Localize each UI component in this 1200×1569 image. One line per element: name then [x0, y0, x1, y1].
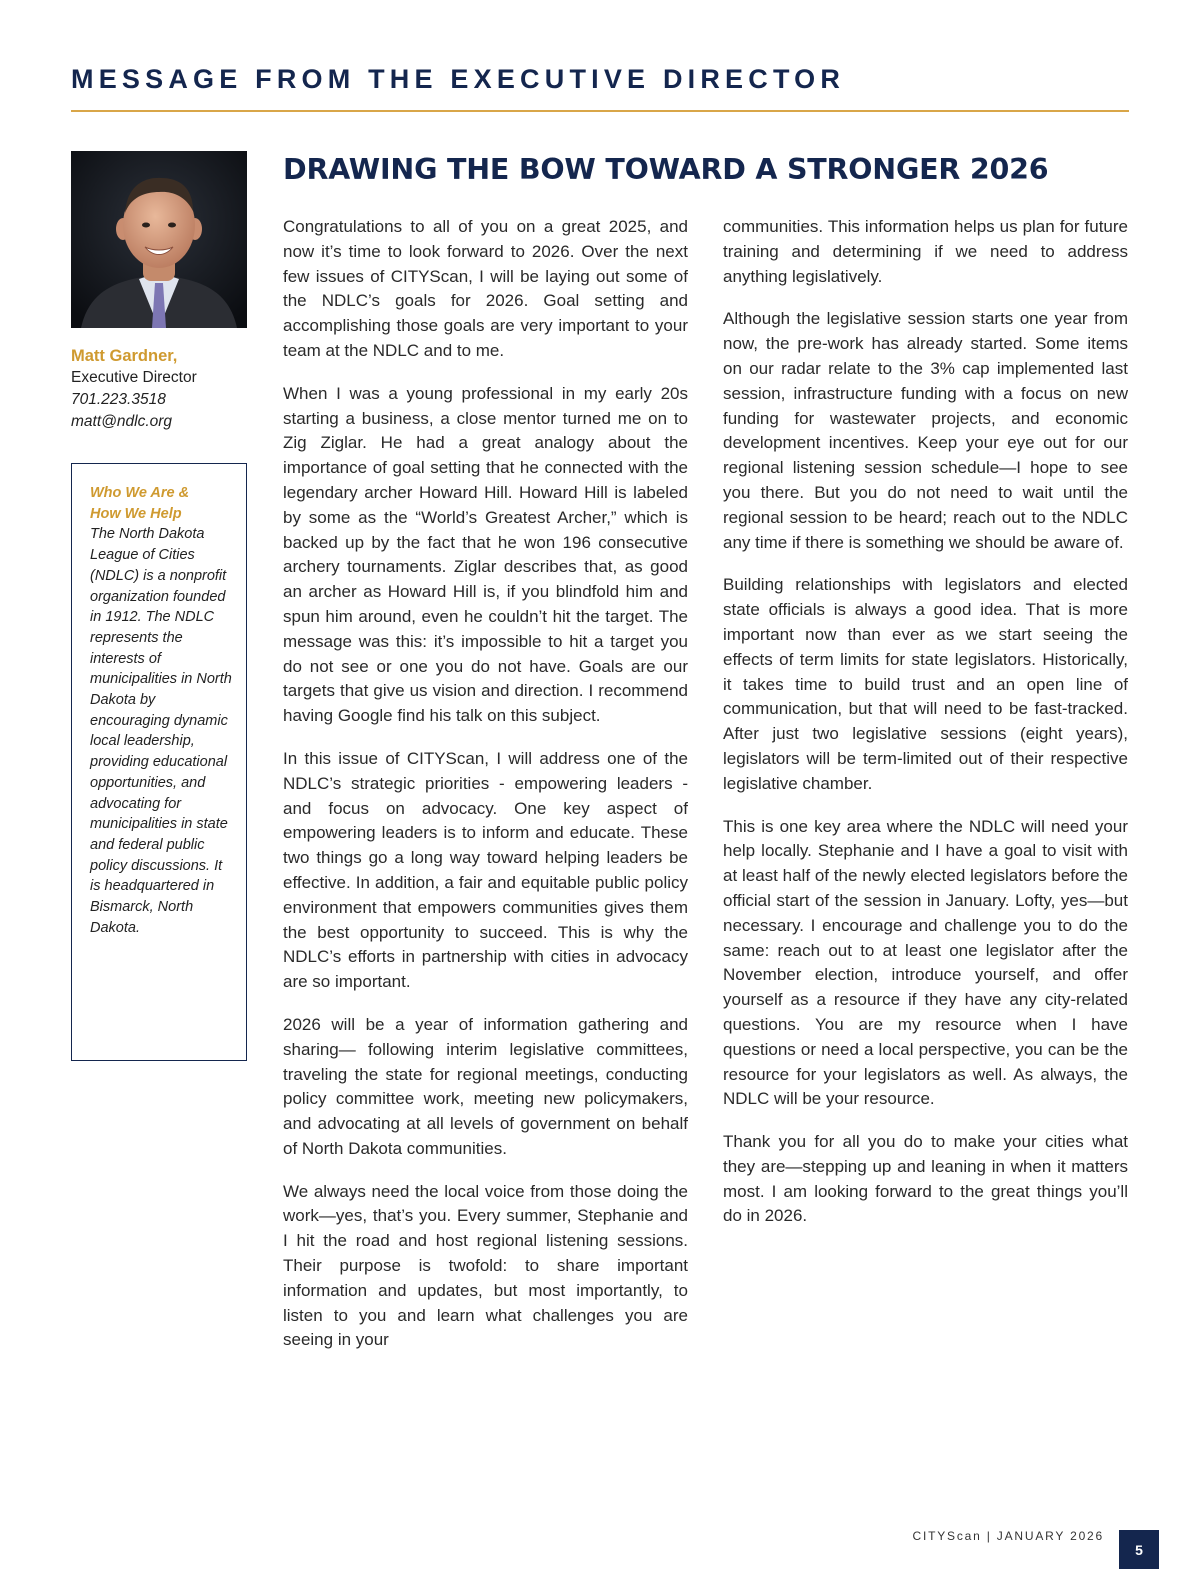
who-we-are-text: The North Dakota League of Cities (NDLC) is a nonprofit organization founded in 1912. The NDLC represents the interests of municipalities in North Dakota by encouraging dynamic local leadership, providing educational opportunities, and advocating for municipalities in state and federal public policy discussions. It is headquartered in Bismarck, North Dakota. [90, 526, 232, 936]
page-number: 5 [1119, 1530, 1159, 1569]
author-portrait [71, 151, 247, 328]
section-heading: MESSAGE FROM THE EXECUTIVE DIRECTOR [71, 64, 846, 94]
author-role: Executive Director [71, 369, 197, 386]
who-we-are-title: Who We Are & How We Help [90, 485, 190, 522]
paragraph: Thank you for all you do to make your cities what they are—stepping up and leaning in when it matters most. I am looking forward to the great things you’ll do in 2026. [723, 1132, 1128, 1226]
article-column-left [283, 215, 688, 1371]
author-phone: 701.223.3518 [71, 391, 166, 408]
paragraph: Although the legislative session starts one year from now, the pre-work has already started. Some items on our radar relate to the 3% cap implemented last session, infrastructure funding with a focus on new funding for wastewater projects, and economic development incentives. Keep your eye out for our regional listening session schedule—I hope to see you there. But you do not need to wait until the regional session to be heard; reach out to the NDLC any time if there is something we should be aware of. [723, 309, 1128, 552]
article-title: DRAWING THE BOW TOWARD A STRONGER 2026 [283, 153, 1049, 186]
gold-divider [71, 110, 1129, 112]
author-name: Matt Gardner, [71, 347, 178, 365]
paragraph: We always need the local voice from those doing the work—yes, that’s you. Every summer, Stephanie and I hit the road and host regional listening sessions. Their purpose is twofold: to share important information and updates, but most importantly, to listen to you and learn what challenges you are seeing in your [283, 1181, 688, 1350]
paragraph: This is one key area where the NDLC will need your help locally. Stephanie and I have a goal to visit with at least half of the newly elected legislators before the official start of the session in January. Lofty, yes—but necessary. I encourage and challenge you to do the same: reach out to at least one legislator after the November election, introduce yourself, and offer yourself as a resource if they have any city-related questions. You are my resource when I have questions or need a local perspective, you can be the resource for your legislators as well. As always, the NDLC will be your resource. [723, 816, 1128, 1109]
paragraph: Building relationships with legislators and elected state officials is always a good idea. That is more important now than ever as we start seeing the effects of term limits for state legislators. Historically, it takes time to build trust and an open line of communication, but that will need to be fast-tracked. After just two legislative sessions (eight years), legislators will be term-limited out of their respective legislative chamber. [723, 575, 1128, 793]
paragraph: Congratulations to all of you on a great 2025, and now it’s time to look forward to 2026. Over the next few issues of CITYScan, I will be laying out some of the NDLC’s goals for 2026. Goal setting and accomplishing those goals are very important to your team at the NDLC and to me. [283, 217, 688, 360]
author-info [71, 345, 271, 433]
article-column-right [723, 215, 1128, 1247]
paragraph: In this issue of CITYScan, I will address one of the NDLC’s strategic priorities - empowering leaders - and focus on advocacy. One key aspect of empowering leaders is to inform and educate. These two things go a long way toward helping leaders be effective. In addition, a fair and equitable public policy environment that empowers communities gives them the best opportunity to succeed. This is why the NDLC’s efforts in partnership with cities in advocacy are so important. [283, 748, 688, 992]
paragraph: 2026 will be a year of information gathering and sharing— following interim legislative committees, traveling the state for regional meetings, conducting policy committee work, meeting new policymakers, and advocating at all levels of government on behalf of North Dakota communities. [283, 1014, 688, 1158]
author-email[interactable]: matt@ndlc.org [71, 413, 173, 430]
paragraph: communities. This information helps us plan for future training and determining if we need to address anything legislatively. [723, 217, 1128, 286]
who-we-are-box [71, 463, 247, 1061]
footer-publication: CITYScan | JANUARY 2026 [912, 1529, 1104, 1543]
paragraph: When I was a young professional in my early 20s starting a business, a close mentor turned me on to Zig Ziglar. He had a great analogy about the importance of goal setting that he connected with the legendary archer Howard Hill. Howard Hill is labeled by some as the “World’s Greatest Archer,” which is backed up by the fact that he won 196 consecutive archery tournaments. Ziglar describes that, as good an archer as Howard Hill is, if you blindfold him and spun him around, even he couldn’t hit the target. The message was this: it’s impossible to hit a target you do not see or one you do not have. Goals are our targets that give us vision and direction. I recommend having Google find his talk on this subject. [283, 383, 688, 726]
